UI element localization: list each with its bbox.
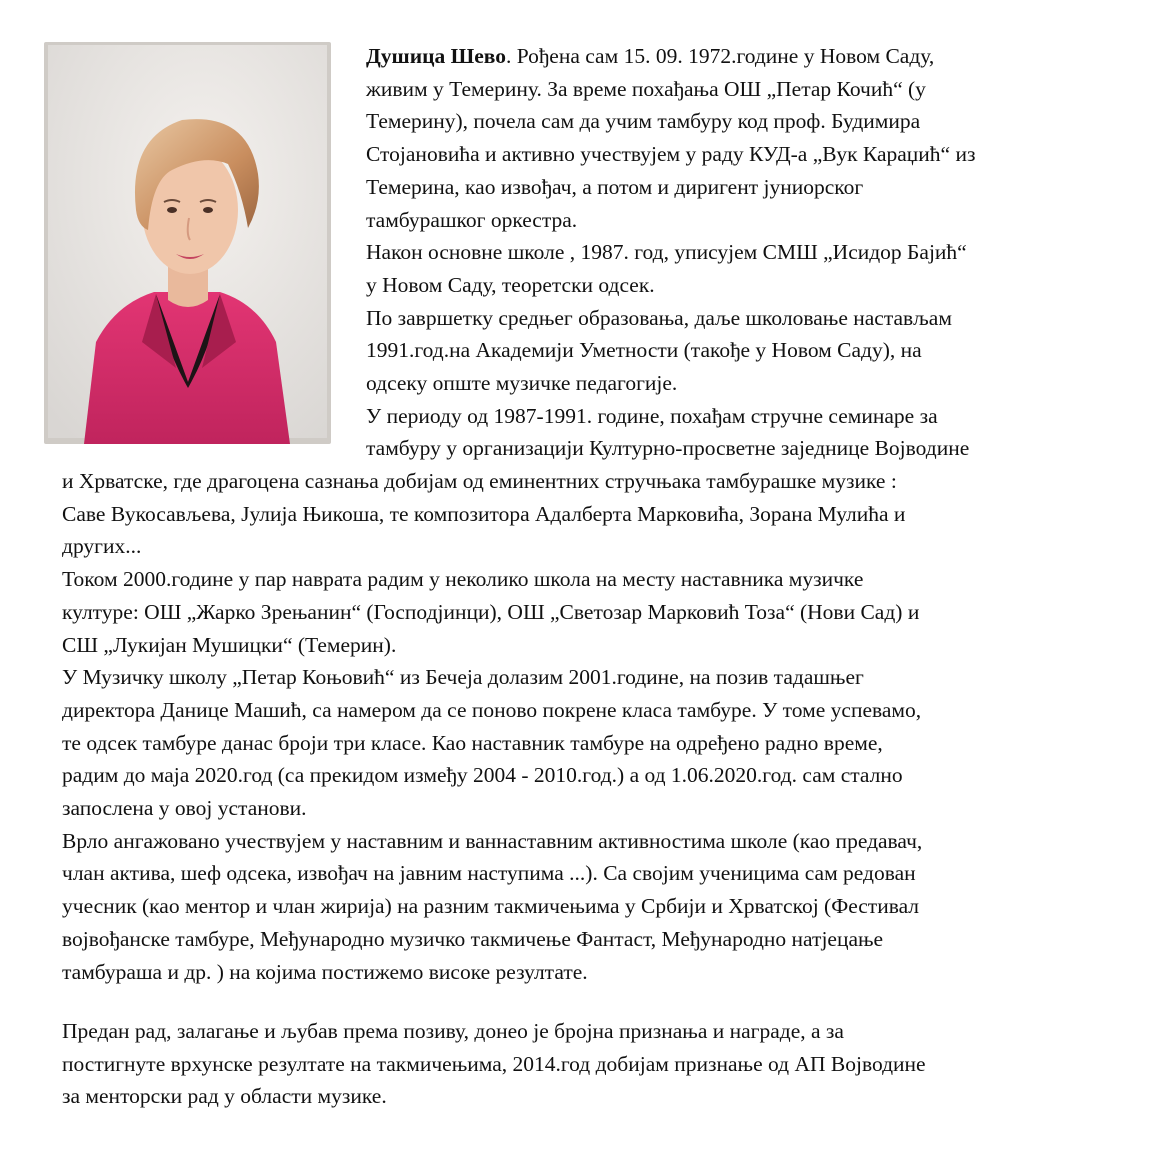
text-line: члан актива, шеф одсека, извођач на јавним наступима ...). Са својим ученицима сам редован xyxy=(62,861,916,886)
text-line: учесник (као ментор и члан жирија) на разним такмичењима у Србији и Хрватској (Фестивал xyxy=(62,894,920,919)
text-line: тамбурашког оркестра. xyxy=(366,207,578,232)
text-line: живим у Темерину. За време похађања ОШ „Петар Кочић“ (у xyxy=(366,76,926,101)
intro-text: . Рођена сам 15. 09. 1972.године у Новом Саду, xyxy=(505,44,935,68)
text-line: директора Данице Машић, са намером да се поново покрене класа тамбуре. У томе успевамо, xyxy=(62,697,922,722)
text-line: У Музичку школу „Петар Коњовић“ из Бечеја долазим 2001.године, на позив тадашњег xyxy=(62,665,864,690)
text-line: 1991.год.на Академији Уметности (такође у Новом Саду), на xyxy=(366,338,922,363)
text-line: тамбураша и др. ) на којима постижемо високе резултате. xyxy=(62,959,588,984)
portrait-photo xyxy=(44,42,331,444)
text-line: у Новом Саду, теоретски одсек. xyxy=(366,272,655,297)
text-line: те одсек тамбуре данас броји три класе. Као наставник тамбуре на одређено радно време, xyxy=(62,730,883,755)
text-line: Стојановића и активно учествујем у раду КУД-а „Вук Караџић“ из xyxy=(366,142,976,167)
text-line: и Хрватске, где драгоцена сазнања добијам од еминентних стручњака тамбурашке музике : xyxy=(62,469,897,493)
text-line: Предан рад, залагање и љубав према позиву, донео је бројна признања и награде, а за xyxy=(62,1019,844,1043)
text-line: СШ „Лукијан Мушицки“ (Темерин). xyxy=(62,632,397,657)
text-line: за менторски рад у области музике. xyxy=(62,1084,387,1109)
bio-closing-paragraph xyxy=(62,1015,926,1113)
text-line: постигнуте врхунске резултате на такмичењима, 2014.год добијам признање од АП Војводине xyxy=(62,1051,926,1076)
intro-line xyxy=(366,40,975,73)
text-line: Врло ангажовано учествујем у наставним и ваннаставним активностима школе (као предавач, xyxy=(62,828,923,853)
text-line: културе: ОШ „Жарко Зрењанин“ (Господјинци), ОШ „Светозар Марковић Тоза“ (Нови Сад) и xyxy=(62,599,920,624)
text-line: војвођанске тамбуре, Међународно музичко такмичење Фантаст, Међународно натјецање xyxy=(62,926,884,951)
text-line: Током 2000.године у пар наврата радим у неколико школа на месту наставника музичке xyxy=(62,567,864,592)
text-line: Темерину), почела сам да учим тамбуру код проф. Будимира xyxy=(366,109,921,134)
bio-full-width-text xyxy=(62,465,922,988)
text-line: других... xyxy=(62,534,142,559)
person-name: Душица Шево xyxy=(366,44,506,68)
text-line: тамбуру у организацији Културно-просветне заједнице Војводине xyxy=(366,436,970,461)
text-line: У периоду од 1987-1991. године, похађам стручне семинаре за xyxy=(366,403,938,428)
text-line: Саве Вукосављева, Јулија Њикоша, те композитора Адалберта Марковића, Зорана Мулића и xyxy=(62,501,906,526)
text-line: одсеку опште музичке педагогије. xyxy=(366,371,678,396)
bio-top-column xyxy=(366,40,975,465)
text-line: Након основне школе , 1987. год, уписујем СМШ „Исидор Бајић“ xyxy=(366,240,967,265)
text-line: радим до маја 2020.год (са прекидом између 2004 - 2010.год.) а од 1.06.2020.год. сам стално xyxy=(62,763,903,788)
text-line: запослена у овој установи. xyxy=(62,796,307,821)
text-line: Темерина, као извођач, а потом и диригент јуниорског xyxy=(366,174,864,199)
text-line: По завршетку средњег образовања, даље школовање настављам xyxy=(366,305,952,330)
